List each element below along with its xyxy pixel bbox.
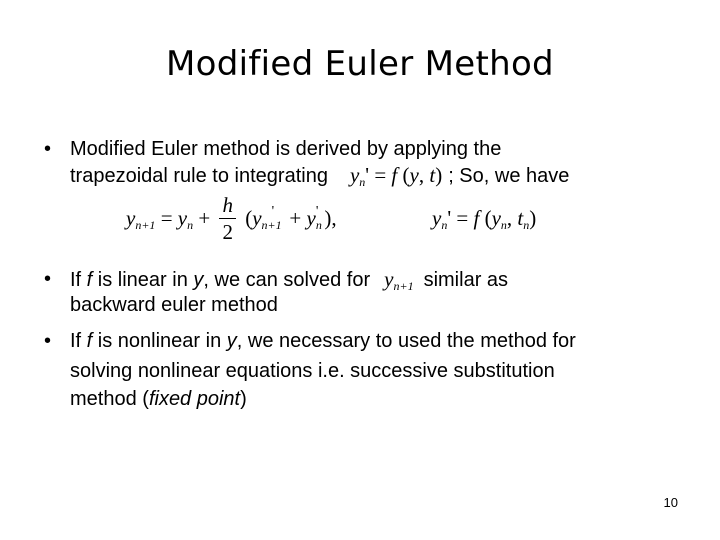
bullet-1-line-2	[70, 160, 569, 191]
bullet-marker: •	[44, 268, 52, 290]
bullet-marker: •	[44, 330, 52, 352]
bullet-1-line-1: Modified Euler method is derived by applying the	[70, 138, 502, 160]
bullet-1-suffix: ; So, we have	[448, 165, 570, 187]
modified-euler-formula	[126, 192, 596, 256]
bullet-3-line-1: If f is nonlinear in y, we necessary to used the method for	[70, 330, 576, 352]
bullet-2-line-1: If f is linear in y, we can solved for $y_{n+1}$ similar as	[70, 264, 508, 295]
ode-expression: $y_n' = f$ (y, t)	[349, 163, 443, 189]
bullet-3-line-3: method (fixed point)	[70, 388, 247, 410]
derivative-definition: $y_n' = f$ ($y_n$, $t_n$)	[432, 206, 537, 232]
slide-title: Modified Euler Method	[166, 44, 554, 84]
bullet-marker: •	[44, 138, 52, 160]
bullet-1-text: trapezoidal rule to integrating	[70, 165, 328, 187]
bullet-3-line-2: solving nonlinear equations i.e. successive substitution	[70, 360, 555, 382]
h-over-2-fraction: $\frac{h}{2}$	[219, 192, 236, 245]
trapezoidal-update: $y_{n+1} = y_n$ + $\frac{h}{2}$ ($y_{n+1}' + y_n'$ ),	[126, 193, 337, 244]
y-n-plus-1-symbol: $y_{n+1}$	[384, 267, 414, 293]
page-number: 10	[663, 495, 678, 510]
bullet-2-line-2: backward euler method	[70, 294, 278, 316]
